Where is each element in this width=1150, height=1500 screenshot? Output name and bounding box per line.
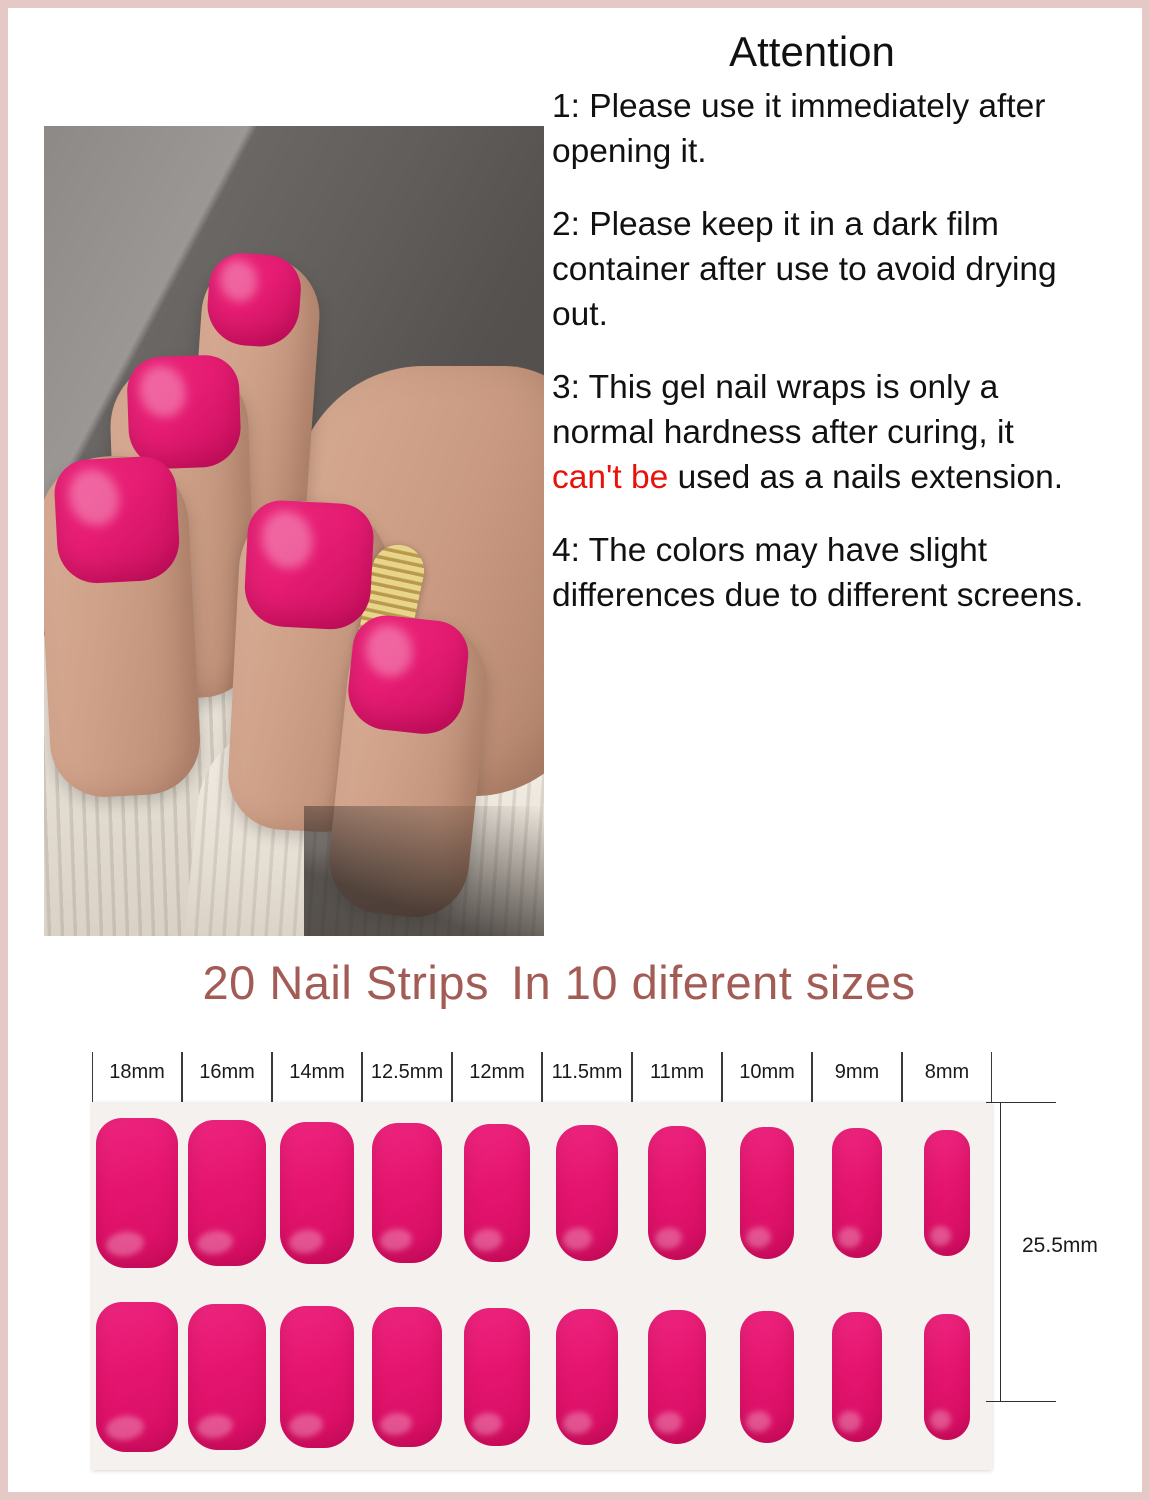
nail-strip <box>924 1314 970 1440</box>
nail-strip <box>280 1306 354 1448</box>
strip-row-top <box>92 1108 992 1278</box>
nail-strip <box>280 1122 354 1264</box>
strip-cell <box>362 1292 452 1462</box>
attention-item-2: 2: Please keep it in a dark film container after use to avoid drying out. <box>552 206 1057 333</box>
strip-row-bottom <box>92 1292 992 1462</box>
attention-title: Attention <box>729 28 895 75</box>
nail-strip <box>832 1128 882 1258</box>
strip-cell <box>362 1108 452 1278</box>
painted-nail-3 <box>53 455 181 585</box>
page-inner <box>32 26 1118 1472</box>
painted-nail-2 <box>126 354 242 470</box>
nail-strip <box>464 1124 530 1262</box>
size-label: 9mm <box>812 1046 902 1098</box>
nail-strip <box>188 1304 266 1450</box>
nail-strip-sheet-diagram <box>32 1046 1098 1486</box>
size-label: 14mm <box>272 1046 362 1098</box>
strip-cell <box>542 1292 632 1462</box>
size-label: 18mm <box>92 1046 182 1098</box>
attention-item-4: 4: The colors may have slight differences due to different screens. <box>552 532 1084 614</box>
strip-cell <box>902 1108 992 1278</box>
attention-item-3-highlight: can't be <box>552 459 669 496</box>
nail-strip <box>96 1118 178 1268</box>
headline <box>32 954 1086 1012</box>
attention-item-3 <box>552 365 1086 500</box>
strip-cell <box>632 1292 722 1462</box>
size-label: 11.5mm <box>542 1046 632 1098</box>
strip-cell <box>632 1108 722 1278</box>
nail-strip <box>556 1125 618 1261</box>
nail-strip <box>96 1302 178 1452</box>
headline-count: 20 Nail Strips <box>202 956 489 1009</box>
size-label-row <box>92 1046 992 1098</box>
nail-strip <box>924 1130 970 1256</box>
strip-cell <box>452 1108 542 1278</box>
strip-cell <box>182 1108 272 1278</box>
photo-corner-shadow <box>304 806 544 936</box>
nail-strip <box>648 1126 706 1260</box>
strip-sheet <box>92 1102 992 1470</box>
size-label: 12.5mm <box>362 1046 452 1098</box>
painted-nail-4 <box>243 499 375 631</box>
nail-strip <box>556 1309 618 1445</box>
strip-cell <box>272 1292 362 1462</box>
strip-cell <box>182 1292 272 1462</box>
attention-item-1: 1: Please use it immediately after opening it. <box>552 88 1046 170</box>
strip-cell <box>722 1108 812 1278</box>
size-label: 16mm <box>182 1046 272 1098</box>
strip-cell <box>812 1108 902 1278</box>
strip-cell <box>272 1108 362 1278</box>
strip-cell <box>812 1292 902 1462</box>
nail-strip <box>464 1308 530 1446</box>
size-label: 10mm <box>722 1046 812 1098</box>
height-dimension-line <box>1000 1102 1001 1402</box>
attention-list <box>552 84 1086 618</box>
top-section <box>32 26 1086 946</box>
size-label: 12mm <box>452 1046 542 1098</box>
height-dimension-label: 25.5mm <box>1022 1234 1098 1257</box>
attention-item-3-tail: used as a nails extension. <box>668 459 1064 496</box>
headline-sizes: In 10 diferent sizes <box>511 956 916 1009</box>
nail-strip <box>372 1307 442 1447</box>
nail-strip <box>740 1127 794 1259</box>
strip-cell <box>92 1292 182 1462</box>
strip-cell <box>452 1292 542 1462</box>
strip-cell <box>92 1108 182 1278</box>
attention-item-3-lead: 3: This gel nail wraps is only a normal hardness after curing, it <box>552 369 1014 451</box>
strip-cell <box>902 1292 992 1462</box>
nail-strip <box>648 1310 706 1444</box>
size-label: 8mm <box>902 1046 992 1098</box>
strip-cell <box>542 1108 632 1278</box>
size-label: 11mm <box>632 1046 722 1098</box>
hand-photo <box>44 126 544 936</box>
hand <box>84 246 544 846</box>
nail-strip <box>832 1312 882 1442</box>
painted-nail-5 <box>344 612 471 738</box>
strip-cell <box>722 1292 812 1462</box>
nail-strip <box>740 1311 794 1443</box>
nail-strip <box>372 1123 442 1263</box>
nail-strip <box>188 1120 266 1266</box>
